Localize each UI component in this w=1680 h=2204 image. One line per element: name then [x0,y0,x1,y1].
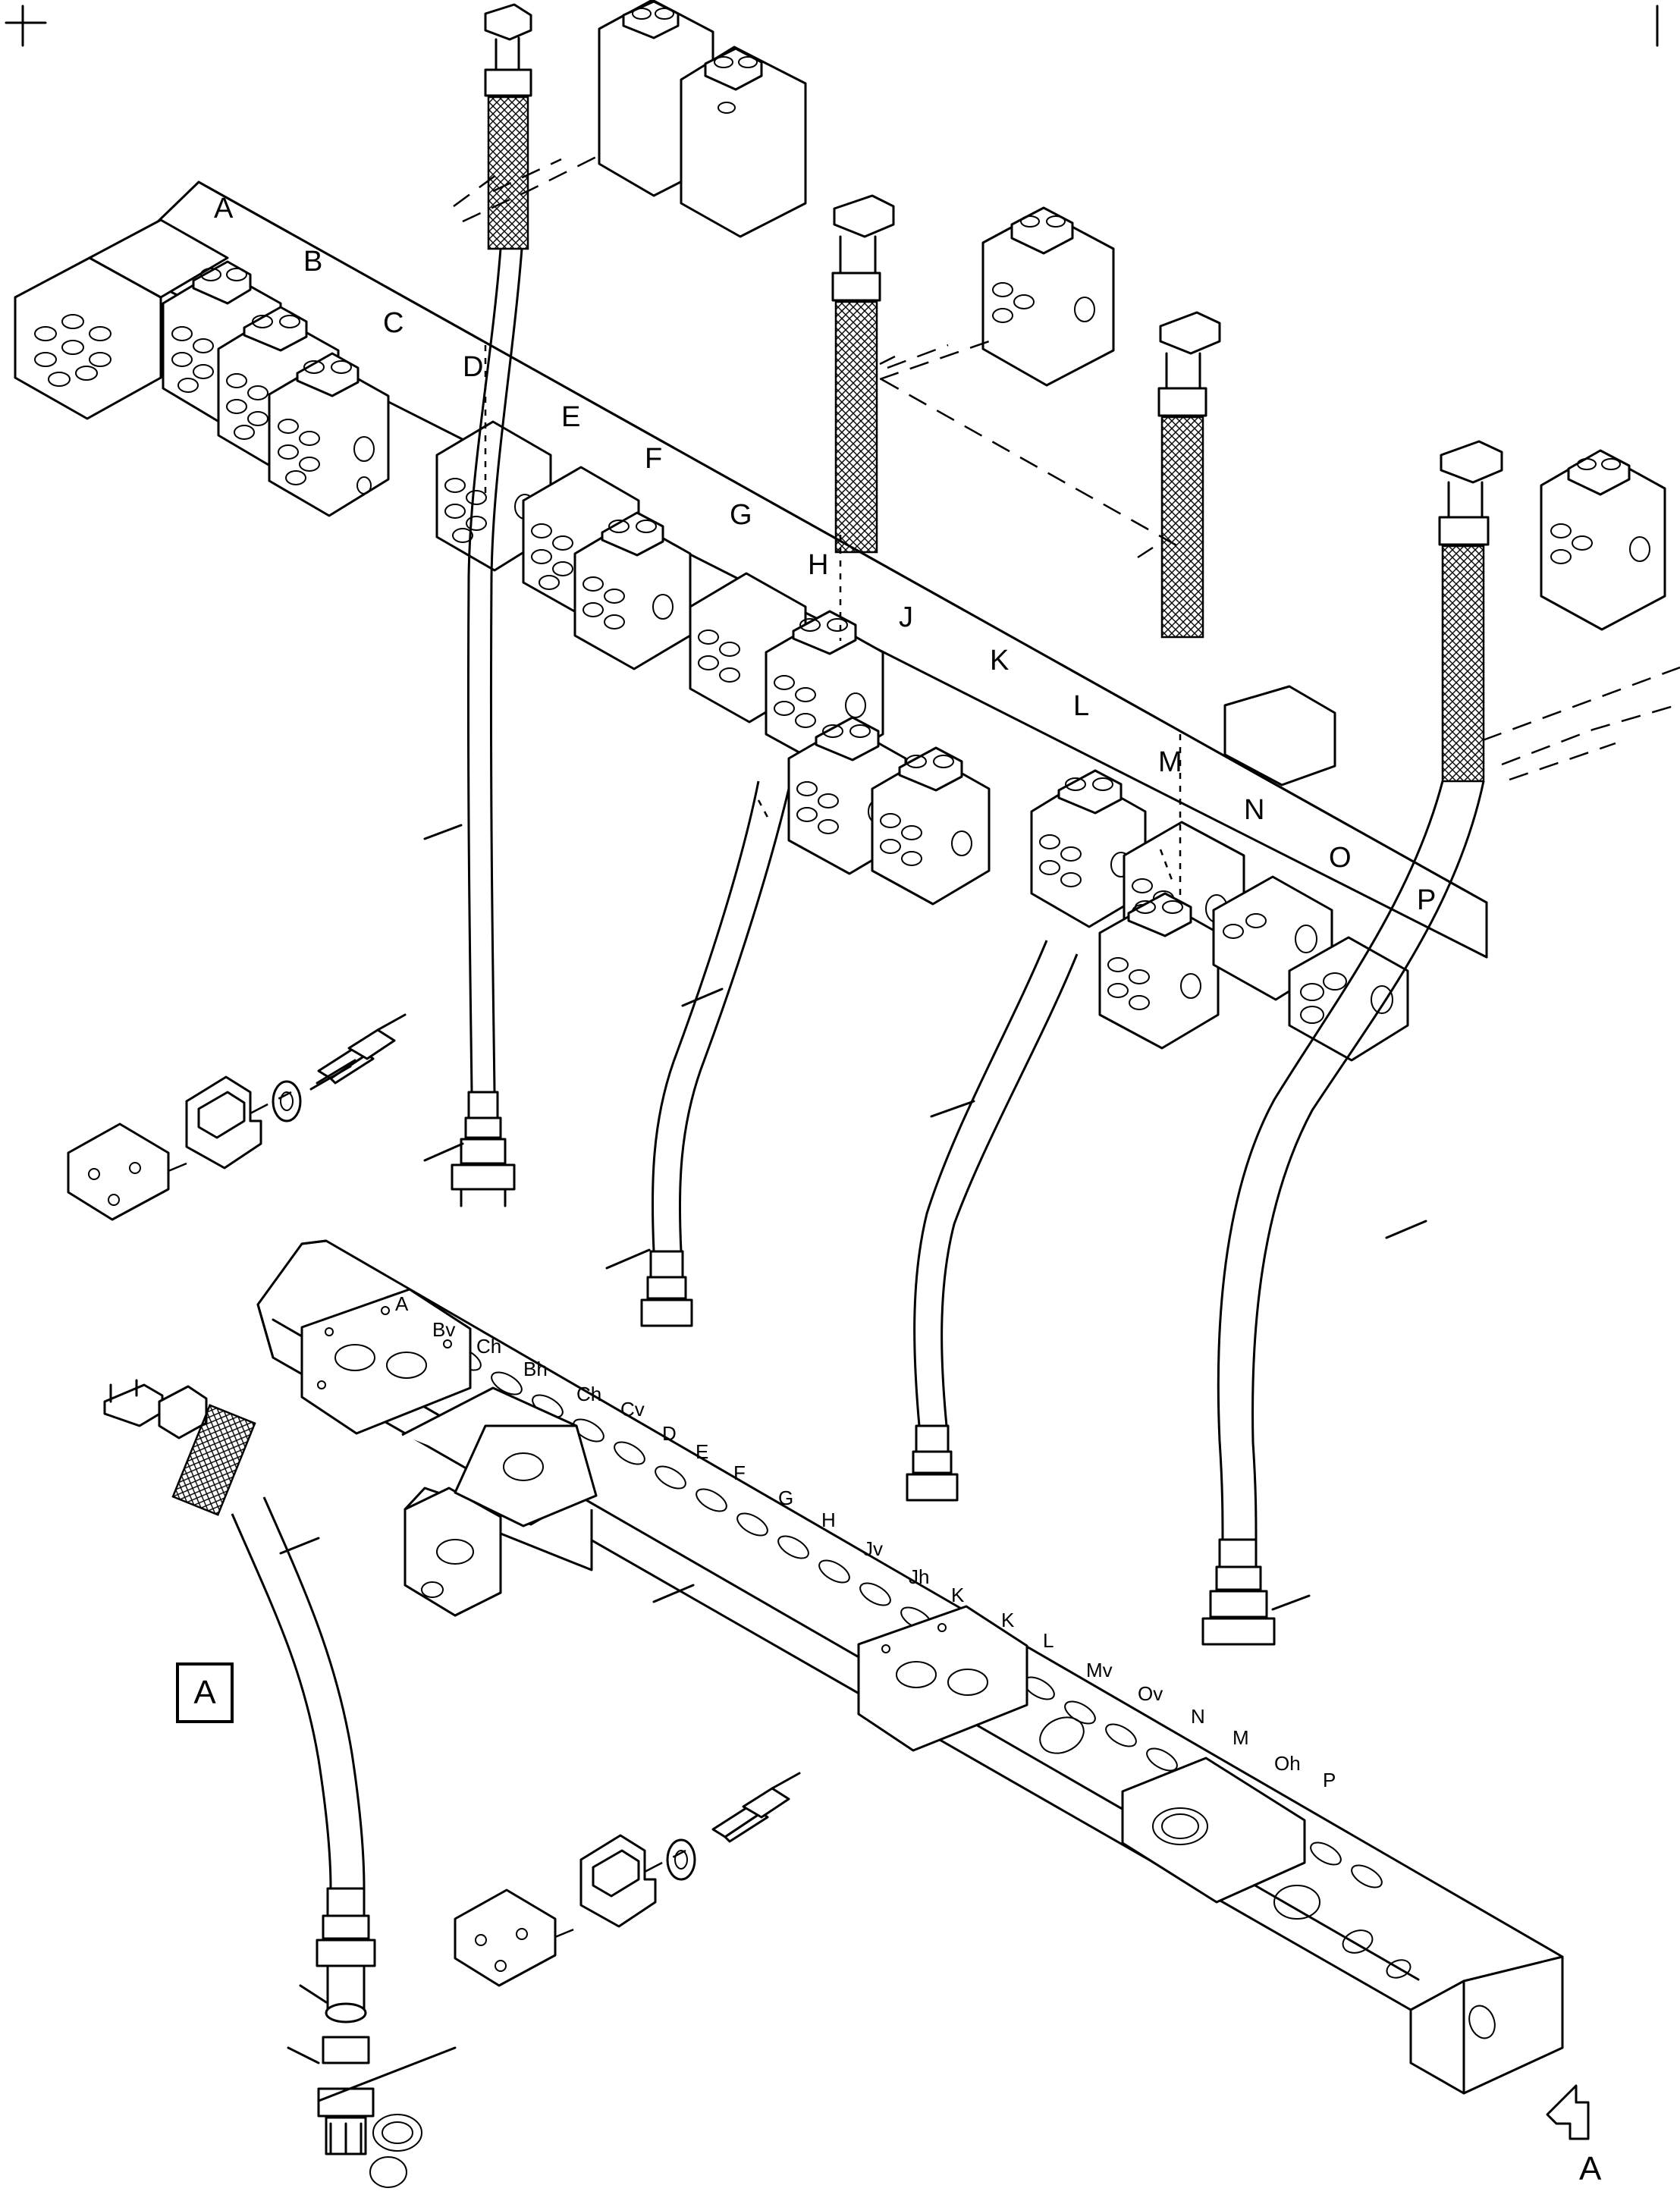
lower-chassis-beam [258,1241,1562,2093]
rail-label-N: N [1244,794,1265,826]
rail-label-C: C [383,307,404,339]
beam-label-Cv: Cv [620,1398,645,1421]
view-arrow-label: A [1579,2150,1602,2187]
beam-label-Bv: Bv [432,1318,456,1341]
beam-label-F: F [733,1461,746,1484]
view-direction-arrow [1547,2086,1588,2139]
rail-label-B: B [303,246,323,278]
rail-label-M: M [1158,746,1182,778]
rail-label-F: F [645,443,663,475]
beam-label-Ov: Ov [1138,1682,1163,1705]
remote-valve-block [1541,451,1665,629]
beam-label-E: E [696,1440,709,1463]
remote-valve-block [983,208,1113,385]
hydraulic-hose [452,5,531,1206]
beam-label-D: D [662,1422,677,1445]
hose-clamp-assembly [455,1773,799,1986]
beam-label-K-1: K [951,1584,965,1606]
beam-label-M: M [1233,1726,1249,1749]
beam-label-Jh: Jh [909,1565,930,1588]
beam-label-Jv: Jv [863,1537,883,1560]
beam-label-Oh: Oh [1274,1752,1301,1775]
beam-label-Mv: Mv [1086,1659,1113,1681]
view-callout-box [176,1662,234,1723]
hydraulic-hose [105,1380,455,2187]
beam-label-Ch-1: Ch [476,1335,502,1358]
beam-label-Bh: Bh [523,1358,548,1380]
beam-label-K-2: K [1001,1609,1015,1631]
rail-label-G: G [730,499,752,531]
beam-label-L: L [1043,1629,1054,1652]
rail-label-L: L [1073,690,1090,722]
beam-label-Ch-2: Ch [576,1383,602,1405]
hose-clamp-assembly [68,1015,405,1220]
beam-label-N: N [1191,1705,1205,1728]
beam-label-H: H [821,1509,836,1531]
rail-label-J: J [899,601,913,633]
rail-label-H: H [808,549,829,581]
rail-label-D: D [463,351,484,383]
beam-label-G: G [778,1487,794,1509]
rail-label-K: K [990,645,1010,677]
rail-label-E: E [561,401,581,433]
rail-label-O: O [1329,842,1352,874]
beam-label-P: P [1323,1769,1336,1791]
view-callout-label: A [193,1674,216,1711]
rail-label-A: A [214,193,234,224]
rail-label-P: P [1417,884,1437,916]
beam-label-A: A [395,1292,409,1315]
remote-valve-block [681,47,805,237]
